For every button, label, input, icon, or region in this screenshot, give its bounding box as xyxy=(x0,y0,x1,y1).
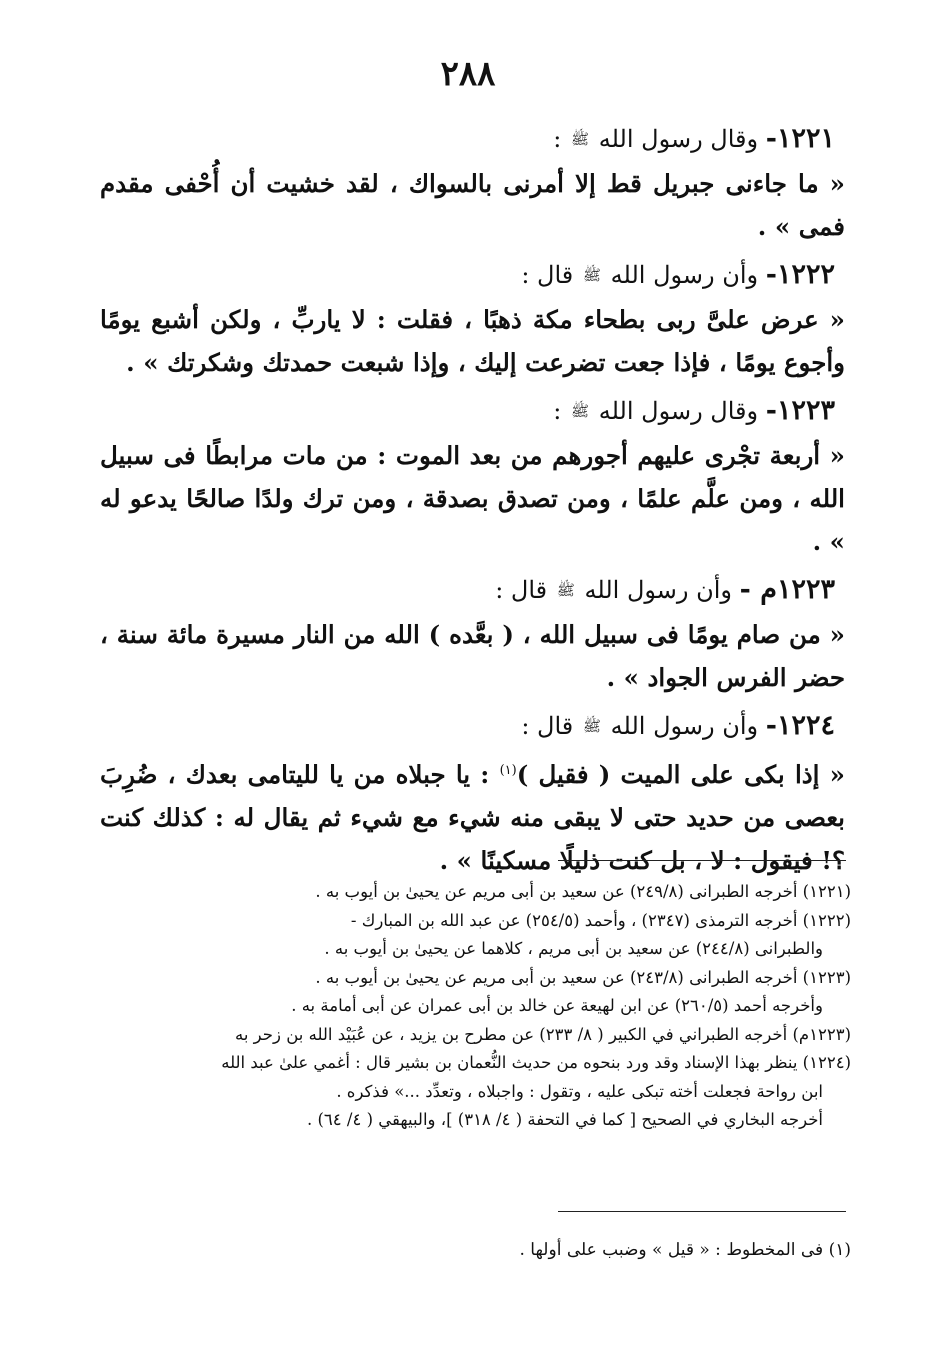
entry-intro-end: قال : xyxy=(495,576,548,604)
entry-intro: وقال رسول الله xyxy=(598,397,759,425)
note-line: أخرجه البخاري في الصحيح [ كما في التحفة ( ٤/ ٣١٨) ]، والبيهقي ( ٤/ ٦٤) . xyxy=(306,1110,823,1129)
entry-heading xyxy=(100,118,845,162)
note-line: (١٢٢٤) ينظر بهذا الإسناد وقد ورد بنحوه من حديث النُّعمان بن بشير قال : أغمي علىٰ عبد الله xyxy=(221,1053,851,1072)
note-line: (١٢٢١) أخرجه الطبرانى (٢٤٩/٨) عن سعيد بن أبى مريم عن يحيىٰ بن أيوب به . xyxy=(315,882,851,901)
hadith-entry xyxy=(100,390,845,563)
entry-intro: وأن رسول الله xyxy=(610,712,759,740)
entry-intro: وأن رسول الله xyxy=(584,576,733,604)
honorific-icon: ﷺ xyxy=(570,130,590,148)
hadith-text xyxy=(100,749,845,882)
entry-number: ١٢٢٣- xyxy=(765,395,835,426)
note-line: (١٢٢٢) أخرجه الترمذى (٢٣٤٧) ، وأحمد (٢٥٤/٥) عن عبد الله بن المبارك - xyxy=(350,910,851,930)
entry-intro-end: قال : xyxy=(521,261,574,289)
hadith-entry xyxy=(100,705,845,882)
entry-intro-end: قال : xyxy=(521,712,574,740)
note-line: والطبرانى (٢٤٤/٨) عن سعيد بن أبى مريم ، كلاهما عن يحيىٰ بن أيوب به . xyxy=(324,939,823,958)
hadith-text: « عرض علىَّ ربى بطحاء مكة ذهبًا ، فقلت : لا ياربِّ ، ولكن أشبع يومًا وأجوع يومًا ، فإذا جعت تضرعت إليك ، وإذا شبعت حمدتك وشكرتك » . xyxy=(100,305,845,377)
entry-intro-end: : xyxy=(553,397,562,425)
entry-heading xyxy=(100,569,845,613)
note-line: (١٢٢٣م) أخرجه الطبراني في الكبير ( ٨/ ٢٣٣) عن مطرح بن يزيد ، عن عُبَيْد الله بن زحر به xyxy=(235,1024,851,1044)
footnote-ref[interactable]: (١) xyxy=(499,763,517,778)
entry-number: ١٢٢٢- xyxy=(765,259,835,290)
entry-number: ١٢٢٣م - xyxy=(739,574,835,605)
footnote-divider xyxy=(558,1211,846,1212)
hadith-text-start: « إذا بكى على الميت ( فقيل ) xyxy=(516,760,845,790)
notes-divider xyxy=(558,860,846,861)
entry-number: ١٢٢٤- xyxy=(765,710,835,741)
hadith-entry xyxy=(100,569,845,699)
note-line: ابن رواحة فجعلت أخته تبكى عليه ، وتقول : واجبلاه ، وتعدِّد ...» فذكره . xyxy=(336,1081,823,1101)
honorific-icon: ﷺ xyxy=(582,717,602,735)
hadith-entry xyxy=(100,254,845,384)
honorific-icon: ﷺ xyxy=(556,581,575,599)
honorific-icon: ﷺ xyxy=(582,266,602,284)
honorific-icon: ﷺ xyxy=(570,402,590,420)
takhrij-notes xyxy=(86,878,851,1135)
entry-number: ١٢٢١- xyxy=(765,123,835,154)
entry-heading xyxy=(100,705,845,749)
manuscript-footnote: (١) فى المخطوط : « قيل » وضبب على أولها . xyxy=(519,1240,851,1260)
entry-intro: وقال رسول الله xyxy=(598,125,759,153)
entry-heading xyxy=(100,254,845,298)
note-line: (١٢٢٣) أخرجه الطبرانى (٢٤٣/٨) عن سعيد بن أبى مريم عن يحيىٰ بن أيوب به . xyxy=(315,967,851,987)
note-line: وأخرجه أحمد (٢٦٠/٥) عن ابن لهيعة عن خالد بن أبى عمران عن أبى أمامة به . xyxy=(291,996,823,1015)
hadith-text: « من صام يومًا فى سبيل الله ، ( بعَّده ) الله من النار مسيرة مائة سنة ، حضر الفرس الجواد » . xyxy=(100,620,845,692)
hadith-text: « ما جاءنى جبريل قط إلا أمرنى بالسواك ، لقد خشيت أن أُحْفى مقدم فمى » . xyxy=(100,169,845,241)
hadith-entry xyxy=(100,118,845,248)
page-number: ٢٨٨ xyxy=(440,54,496,94)
hadith-text-end: : يا جبلاه من يا لليتامى بعدك ، ضُرِبَ بعصى من حديد حتى لا يبقى منه شيء مع شيء ثم يقال له : كذلك كنت ؟! فيقول : لا ، بل كنت ذليلًا مسكينًا » . xyxy=(100,760,845,876)
hadith-text: « أربعة تجْرى عليهم أجورهم من بعد الموت : من مات مرابطًا فى سبيل الله ، ومن علَّم علمًا ، ومن تصدق بصدقة ، ومن ترك ولدًا صالحًا يدعو له » . xyxy=(100,441,845,556)
entry-intro-end: : xyxy=(553,125,562,153)
entry-intro: وأن رسول الله xyxy=(610,261,759,289)
hadith-list xyxy=(100,118,845,888)
entry-heading xyxy=(100,390,845,434)
